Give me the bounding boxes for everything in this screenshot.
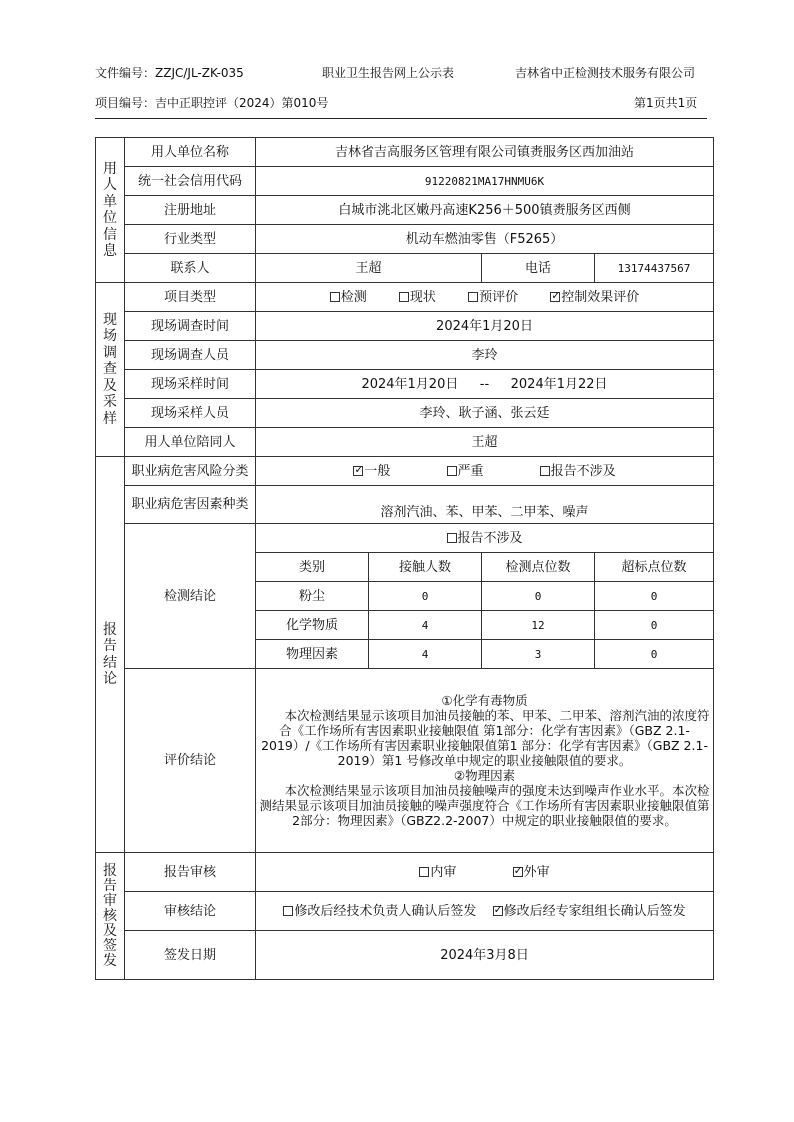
project-type-options: [256, 283, 714, 312]
option-status[interactable]: 现状: [399, 290, 436, 305]
contact-value: 王超: [256, 254, 482, 283]
checkbox-internal-audit[interactable]: [419, 867, 429, 877]
risk-class-options: [256, 457, 714, 486]
phone-label: 电话: [482, 254, 595, 283]
disclosure-table: [95, 137, 714, 980]
row-dust-points: 0: [482, 582, 595, 611]
project-number: 项目编号：吉中正职控评（2024）第010号: [95, 96, 329, 110]
checkbox-serious[interactable]: [447, 466, 457, 476]
option-detection[interactable]: 检测: [330, 290, 367, 305]
option-tech-lead-confirm[interactable]: 修改后经技术负责人确认后签发: [283, 904, 476, 919]
risk-class-label: 职业病危害风险分类: [125, 457, 256, 486]
option-external-audit[interactable]: ✓ 外审: [513, 865, 550, 880]
company-name: 吉林省中正检测技术服务有限公司: [515, 66, 696, 80]
file-number: 文件编号：ZZJC/JL-ZK-035: [95, 66, 244, 80]
credit-code-label: 统一社会信用代码: [125, 167, 256, 196]
col-header-point-count: 检测点位数: [482, 553, 595, 582]
sampling-time-value: [256, 370, 714, 399]
option-expert-lead-confirm[interactable]: ✓ 修改后经专家组组长确认后签发: [493, 904, 686, 919]
samplers-label: 现场采样人员: [125, 399, 256, 428]
option-serious[interactable]: 严重: [447, 464, 484, 479]
checkbox-expert-lead-confirm[interactable]: [493, 906, 503, 916]
detection-conclusion-label: 检测结论: [125, 524, 256, 669]
industry-label: 行业类型: [125, 225, 256, 254]
issue-date-label: 签发日期: [125, 931, 256, 980]
document-title: 职业卫生报告网上公示表: [322, 66, 455, 80]
checkbox-control-effect[interactable]: [550, 292, 560, 302]
eval-physical-body: 本次检测结果显示该项目加油员接触噪声的强度未达到噪声作业水平。本次检测结果显示该项目加油员接触的噪声强度符合《工作场所有害因素职业接触限值第2部分：物理因素》（GBZ2.2-2007）中规定的职业接触限值的要求。: [259, 783, 710, 828]
option-general[interactable]: ✓ 一般: [353, 464, 390, 479]
row-chemical-category: 化学物质: [256, 611, 369, 640]
row-chemical-points: 12: [482, 611, 595, 640]
row-dust-exceed: 0: [595, 582, 714, 611]
hazard-factors-value: 溶剂汽油、苯、甲苯、二甲苯、噪声: [256, 486, 714, 524]
surveyors-value: 李玲: [256, 341, 714, 370]
report-audit-label: 报告审核: [125, 853, 256, 892]
escort-value: 王超: [256, 428, 714, 457]
row-physical-category: 物理因素: [256, 640, 369, 669]
page-info: 第1页共1页: [634, 96, 698, 110]
row-dust-exposed: 0: [369, 582, 482, 611]
header-divider: [95, 118, 707, 119]
eval-chemical-body: 本次检测结果显示该项目加油员接触的苯、甲苯、二甲苯、溶剂汽油的浓度符合《工作场所有害因素职业接触限值 第1部分：化学有害因素》（GBZ 2.1-2019）/《工作场所有害因素职业接触限值第1 部分：化学有害因素》（GBZ 2.1-2019）第1 号修改单中规定的职业接触限值的要求。: [261, 708, 710, 768]
row-chemical-exceed: 0: [595, 611, 714, 640]
sampling-start-date: 2024年1月20日: [361, 376, 459, 392]
sampling-end-date: 2024年1月22日: [510, 376, 608, 392]
option-control-effect[interactable]: ✓ 控制效果评价: [550, 290, 639, 305]
hazard-factors-label: 职业病危害因素种类: [125, 486, 256, 524]
row-physical-exceed: 0: [595, 640, 714, 669]
row-dust-category: 粉尘: [256, 582, 369, 611]
eval-physical-heading: ②物理因素: [453, 768, 516, 783]
address-value: 白城市洮北区嫩丹高速K256＋500镇赉服务区西侧: [256, 196, 714, 225]
checkbox-tech-lead-confirm[interactable]: [283, 906, 293, 916]
section-review: 报告审核及签发: [96, 853, 125, 980]
checkbox-external-audit[interactable]: [513, 867, 523, 877]
option-pre-evaluation[interactable]: 预评价: [468, 290, 518, 305]
checkbox-general[interactable]: [353, 466, 363, 476]
row-chemical-exposed: 4: [369, 611, 482, 640]
address-label: 注册地址: [125, 196, 256, 225]
section-unit-info: 用人单位信息: [96, 138, 125, 283]
col-header-exceed-count: 超标点位数: [595, 553, 714, 582]
samplers-value: 李玲、耿子涵、张云廷: [256, 399, 714, 428]
evaluation-conclusion-label: 评价结论: [125, 669, 256, 853]
industry-value: 机动车燃油零售（F5265）: [256, 225, 714, 254]
survey-time-label: 现场调查时间: [125, 312, 256, 341]
checkbox-detection-not-involved[interactable]: [447, 533, 457, 543]
unit-name-label: 用人单位名称: [125, 138, 256, 167]
sampling-separator: --: [479, 376, 490, 392]
phone-value: 13174437567: [595, 254, 714, 283]
checkbox-pre-evaluation[interactable]: [468, 292, 478, 302]
col-header-exposed-count: 接触人数: [369, 553, 482, 582]
eval-chemical-heading: ①化学有毒物质: [441, 693, 528, 708]
issue-date-value: 2024年3月8日: [256, 931, 714, 980]
credit-code-value: 91220821MA17HNMU6K: [256, 167, 714, 196]
col-header-category: 类别: [256, 553, 369, 582]
section-survey: 现场调查及采样: [96, 283, 125, 457]
survey-time-value: 2024年1月20日: [256, 312, 714, 341]
evaluation-conclusion-text: [256, 669, 714, 853]
unit-name-value: 吉林省吉高服务区管理有限公司镇赉服务区西加油站: [256, 138, 714, 167]
project-type-label: 项目类型: [125, 283, 256, 312]
checkbox-detection[interactable]: [330, 292, 340, 302]
escort-label: 用人单位陪同人: [125, 428, 256, 457]
checkbox-not-involved[interactable]: [540, 466, 550, 476]
checkbox-status[interactable]: [399, 292, 409, 302]
option-internal-audit[interactable]: 内审: [419, 865, 456, 880]
row-physical-points: 3: [482, 640, 595, 669]
row-physical-exposed: 4: [369, 640, 482, 669]
report-audit-options: [256, 853, 714, 892]
sampling-time-label: 现场采样时间: [125, 370, 256, 399]
audit-result-options: [256, 892, 714, 931]
detection-not-involved[interactable]: 报告不涉及: [256, 524, 714, 553]
section-conclusion: 报告结论: [96, 457, 125, 853]
option-not-involved[interactable]: 报告不涉及: [540, 464, 616, 479]
audit-result-label: 审核结论: [125, 892, 256, 931]
surveyors-label: 现场调查人员: [125, 341, 256, 370]
contact-label: 联系人: [125, 254, 256, 283]
